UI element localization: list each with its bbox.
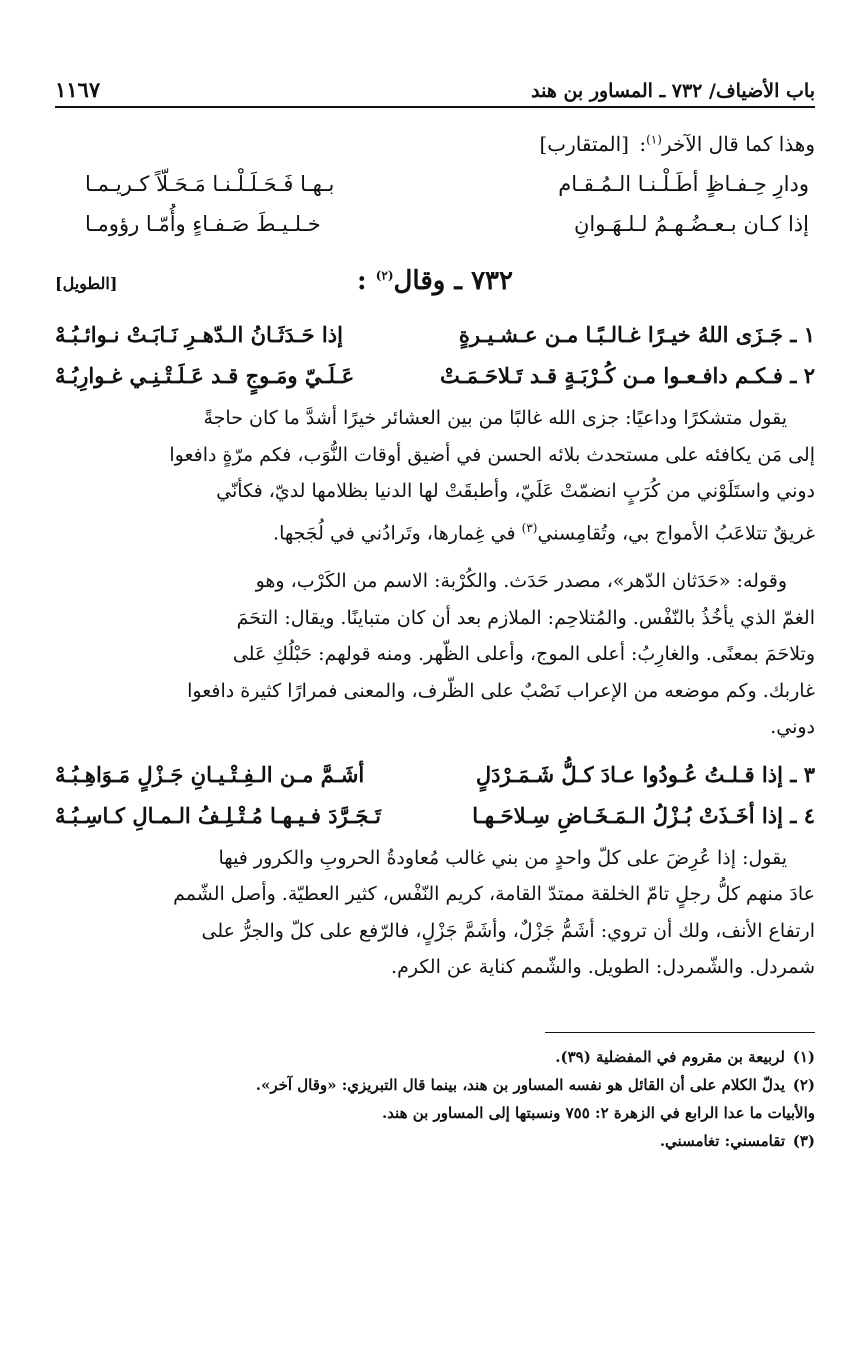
footnote-divider <box>545 1032 815 1033</box>
page-number: ١١٦٧ <box>55 77 101 102</box>
text-line: دوني واستَلَوْني من كُرَبٍ انضمّتْ عَلَيّ، وأطبقَتْ لها الدنيا بظلامها لديّ، فكأنّي <box>216 480 815 502</box>
verse-second-hemistich: بـهـا فَـحَـلَـلْـنـا مَـحَـلّاً كـريـمـا <box>85 172 335 196</box>
text-line: شمردل. والشّمردل: الطويل. والشّمم كناية عن الكرم. <box>391 956 815 979</box>
verse-first-hemistich: ٢ ـ فـكـم دافـعـوا مـن كُـرْبَـةٍ قـد تَـلاحَـمَـتْ <box>439 363 815 388</box>
commentary-paragraph <box>55 840 815 986</box>
text-line: يقول: إذا عُرِضَ على كلّ واحدٍ من بني غالب مُعاودةُ الحروبِ والكرور فيها <box>218 846 787 869</box>
footnote-text: لربيعة بن مقروم في المفضلية (٣٩). <box>555 1047 785 1066</box>
text-line: عادَ منهم كلُّ رجلٍ تامّ الخلقة ممتدّ القامة، كريم النّفْس، كثير العطيّة. وأصل الشّمم <box>173 883 815 906</box>
text-line: ارتفاع الأنف، ولك أن تروي: أشَمُّ جَزْلٌ، وأشَمَّ جَزْلٍ، فالرّفع على كلّ والجرُّ على <box>201 919 815 942</box>
text-segment: في غِمارها، وتَرادُني في لُجَجها. <box>273 521 516 544</box>
verse-second-hemistich: تَـجَـرَّدَ فـيـهـا مُـتْـلِـفُ الـمـالِ كـاسِـبُـهْ <box>55 802 381 828</box>
running-title: باب الأضياف/ ٧٣٢ ـ المساور بن هند <box>531 80 815 102</box>
footnote-ref[interactable]: (١) <box>646 132 662 147</box>
verse-first-hemistich: ودارِ حِـفـاظٍ أطَـلْـنـا الـمُـقـام <box>558 172 809 196</box>
verse-second-hemistich: إذا حَـدَثَـانُ الـدّهـرِ نَـابَـتْ نـوائـبُـهْ <box>55 322 343 347</box>
footnote-number: (٣) <box>792 1131 815 1150</box>
quoted-verse <box>55 172 815 196</box>
verse-second-hemistich: خـلـيـطَ صَـفـاءٍ وأُمّـا رؤومـا <box>85 212 321 236</box>
verse-first-hemistich: إذا كـان بـعـضُـهـمُ لـلـهَـوانِ <box>573 212 809 236</box>
footnotes <box>55 1043 815 1155</box>
text-line: وقوله: «حَدَثان الدّهر»، مصدر حَدَث. والكُرْبة: الاسم من الكَرْب، وهو <box>255 570 787 593</box>
footnote-ref[interactable]: (٢) <box>375 268 394 283</box>
footnote-continuation: والأبيات ما عدا الرابع في الزهرة ٢: ٧٥٥ ونسبتها إلى المساور بن هند. <box>381 1103 815 1122</box>
intro-line: وهذا كما قال الآخر$^{(١)}$: [المتقارب] <box>539 132 815 156</box>
footnote-text: تقامسني: تغامسني. <box>659 1131 785 1150</box>
quoted-verse <box>55 212 815 236</box>
section-colon: : <box>357 266 367 296</box>
poem-verse <box>55 803 815 828</box>
text-line: الغمّ الذي يأخُذُ بالنّفْس. والمُتلاحِم: الملازم بعد أن كان متباينًا. ويقال: التحَمَ <box>236 606 815 629</box>
verse-first-hemistich: ٤ ـ إذا أخَـذَتْ بُـزْلُ الـمَـخَـاضِ سِـلاحَـهـا <box>472 802 815 828</box>
poem-verse <box>55 363 815 388</box>
verse-second-hemistich: عَـلَـيّ ومَـوجٍ قـد عَـلَـتْـنِـي غـوارِبُـهْ <box>55 363 355 388</box>
footnote-ref[interactable]: (٣) <box>521 520 538 535</box>
section-title: ٧٣٢ ـ وقال <box>393 266 513 296</box>
text-line: يقول متشكرًا وداعيًا: جزى الله غالبًا من بين العشائر خيرًا أشدَّ ما كان حاجةً <box>203 407 787 429</box>
running-header <box>55 60 815 108</box>
section-heading <box>55 266 815 306</box>
commentary-paragraph <box>55 563 815 746</box>
footnote-number: (٢) <box>792 1075 815 1094</box>
footnote <box>55 1043 815 1071</box>
poem-verse <box>55 762 815 787</box>
verse-second-hemistich: أشَـمَّ مـن الـفِـتْـيـانِ جَـزْلٍ مَـوَاهِـبُـهْ <box>55 761 365 787</box>
meter-label: [المتقارب] <box>539 132 629 156</box>
verse-first-hemistich: ٣ ـ إذا قـلـتُ عُـودُوا عـادَ كـلُّ شَـمَـرْدَلٍ <box>475 761 815 787</box>
text-line: دوني. <box>770 716 815 739</box>
footnote <box>55 1071 815 1099</box>
footnote-text: يدلّ الكلام على أن القائل هو نفسه المساور بن هند، بينما قال التبريزي: «وقال آخر». <box>255 1075 785 1094</box>
text-segment: غريقٌ تتلاعَبُ الأمواج بي، وتُقامِسني <box>537 521 815 544</box>
text-line: غاربك. وكم موضعه من الإعراب نَصْبٌ على الظّرف، والمعنى فمرارًا كثيرة دافعوا <box>187 679 815 702</box>
text-line <box>55 510 815 552</box>
intro-text: وهذا كما قال الآخر <box>661 132 815 156</box>
footnote <box>55 1127 815 1155</box>
poem-verse <box>55 322 815 347</box>
meter-label: [الطويل] <box>55 274 118 293</box>
book-page <box>55 60 815 1300</box>
footnote-number: (١) <box>792 1047 815 1066</box>
text-line: وتلاحَمَ بمعنًى. والغارِبُ: أعلى الموج، وأعلى الظّهر. ومنه قولهم: حَبْلُكِ عَلى <box>232 643 815 666</box>
verse-first-hemistich: ١ ـ جَـزَى اللهُ خيـرًا غـالـبًـا مـن عـشـيـرةٍ <box>458 322 815 347</box>
text-line: إلى مَن يكافئه على مستحدث بلائه الحسن في أضيق أوقات النُّوَب، فكم مرّةٍ دافعوا <box>169 443 815 466</box>
commentary-paragraph <box>55 400 815 551</box>
